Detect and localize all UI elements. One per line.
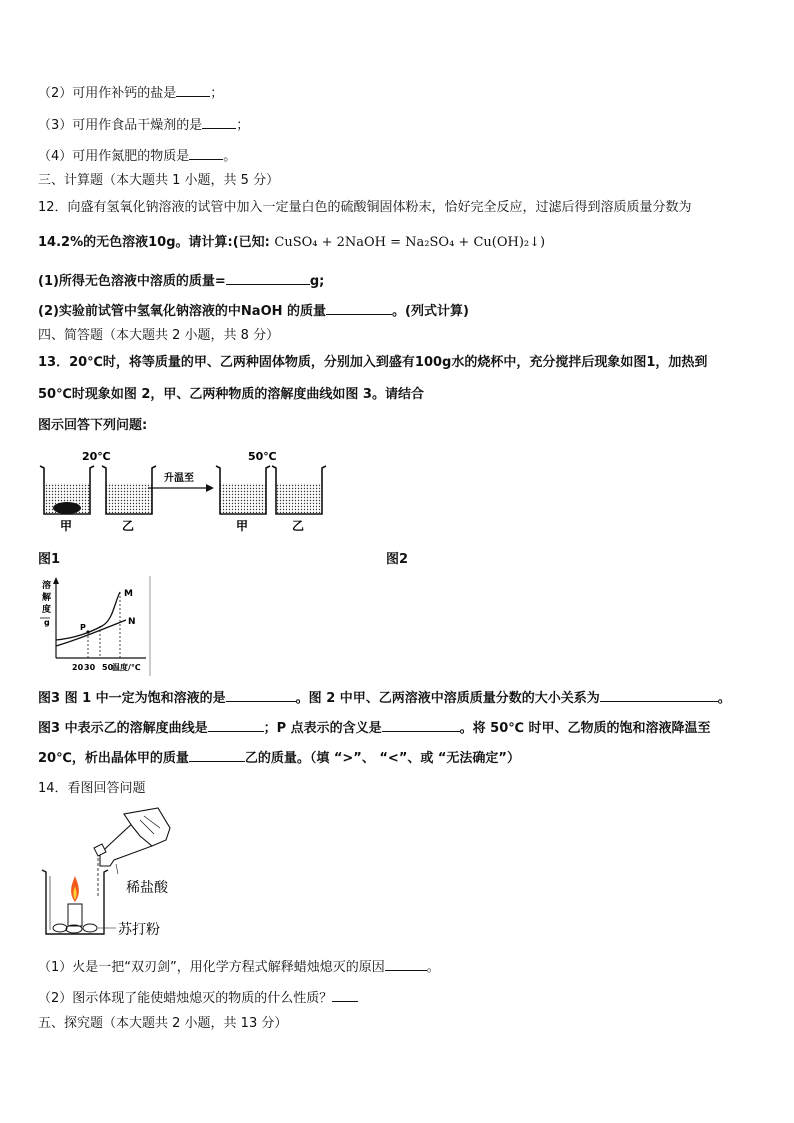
curve-n-label: N [128, 617, 136, 627]
beaker-jia-20 [40, 466, 94, 514]
q14-sub-2: （2）图示体现了能使蜡烛熄灭的物质的什么性质？ [38, 989, 358, 1008]
q13-stem-cont2: 图示回答下列问题: [38, 418, 148, 433]
candle-experiment-figure [40, 806, 200, 946]
q12-stem-cont: 14.2%的无色溶液10g。请计算:(已知: CuSO₄ + 2NaOH = Na₂SO₄ + Cu(OH)₂↓) [38, 235, 546, 250]
q11-item-3: （3）可用作食品干燥剂的是 ； [38, 118, 250, 133]
answer-blank[interactable] [600, 689, 718, 702]
beaker-jia-50 [216, 466, 270, 514]
x-tick-20: 20 [72, 663, 84, 672]
q13-stem: 13．20℃时，将等质量的甲、乙两种固体物质，分别加入到盛有100g水的烧杯中，充分搅拌后现象如图1，加热到 [38, 355, 708, 370]
q13-sub-line-2: 图3 中表示乙的溶解度曲线是 ；P 点表示的含义是 。将 50℃ 时甲、乙物质的饱和溶液降温至 [38, 721, 711, 736]
acid-label: 稀盐酸 [126, 880, 168, 896]
q11-item-4: （4）可用作氮肥的物质是 。 [38, 149, 237, 164]
reaction-equation: CuSO₄ + 2NaOH = Na₂SO₄ + Cu(OH)₂↓) [274, 235, 546, 250]
answer-blank[interactable] [385, 958, 427, 971]
y-label-3: 度 [42, 605, 52, 615]
section-3-heading: 三、计算题（本大题共 1 小题，共 5 分） [38, 173, 280, 188]
answer-blank[interactable] [176, 84, 210, 97]
answer-blank[interactable] [326, 302, 392, 315]
answer-blank[interactable] [332, 989, 358, 1002]
acid-bottle [94, 808, 170, 866]
q14-sub-1: （1）火是一把“双刃剑”，用化学方程式解释蜡烛熄灭的原因 。 [38, 960, 440, 975]
answer-blank[interactable] [382, 719, 460, 732]
q12-sub-2: (2)实验前试管中氢氧化钠溶液的中NaOH 的质量 。(列式计算) [38, 304, 469, 319]
figure-2-caption: 图2 [386, 552, 409, 567]
temp-20-label: 20℃ [82, 450, 111, 463]
label-jia: 甲 [60, 519, 73, 533]
candle [68, 876, 82, 926]
beaker-yi-50 [272, 466, 326, 514]
q11-item-2: （2）可用作补钙的盐是 ； [38, 86, 224, 101]
label-yi: 乙 [122, 519, 135, 533]
solubility-curve-figure [36, 574, 154, 676]
soda-powder [53, 924, 97, 933]
y-label-2: 解 [42, 593, 52, 603]
section-4-heading: 四、简答题（本大题共 2 小题，共 8 分） [38, 328, 280, 343]
powder-label: 苏打粉 [118, 922, 160, 938]
arrow-label: 升温至 [164, 473, 194, 484]
answer-blank[interactable] [208, 719, 264, 732]
q12-stem: 12．向盛有氢氧化钠溶液的试管中加入一定量白色的硫酸铜固体粉末，恰好完全反应，过滤后得到溶质质量分数为 [38, 200, 692, 215]
q13-stem-cont: 50℃时现象如图 2，甲、乙两种物质的溶解度曲线如图 3。请结合 [38, 387, 424, 402]
q13-sub-line-3: 20℃，析出晶体甲的质量 乙的质量。（填 “>”、 “<”、或 “无法确定”） [38, 751, 520, 766]
section-5-heading: 五、探究题（本大题共 2 小题，共 13 分） [38, 1016, 288, 1031]
answer-blank[interactable] [226, 272, 310, 285]
q13-sub-line-1: 图3 图 1 中一定为饱和溶液的是 。图 2 中甲、乙两溶液中溶质质量分数的大小关系为 。 [38, 691, 731, 706]
curve-n [56, 620, 126, 646]
q12-sub-1: (1)所得无色溶液中溶质的质量= g; [38, 274, 325, 289]
answer-blank[interactable] [189, 147, 223, 160]
answer-blank[interactable] [226, 689, 296, 702]
answer-blank[interactable] [189, 749, 245, 762]
point-p-label: P [80, 623, 86, 632]
curve-m-label: M [124, 589, 133, 599]
label-jia: 甲 [236, 519, 249, 533]
temp-50-label: 50℃ [248, 450, 277, 463]
x-tick-50: 50 [102, 663, 114, 672]
y-label-unit: g [44, 618, 50, 627]
answer-blank[interactable] [202, 116, 236, 129]
undissolved-solid [53, 502, 81, 514]
label-yi: 乙 [292, 519, 305, 533]
x-tick-30: 30 [84, 663, 96, 672]
figure-1-caption: 图1 [38, 552, 61, 567]
heat-arrow [148, 471, 214, 492]
q14-stem: 14．看图回答问题 [38, 781, 146, 796]
beaker-figure [36, 448, 326, 538]
x-axis-label: 温度/℃ [112, 663, 141, 672]
beaker-yi-20 [102, 466, 156, 514]
y-label-1: 溶 [42, 581, 52, 591]
